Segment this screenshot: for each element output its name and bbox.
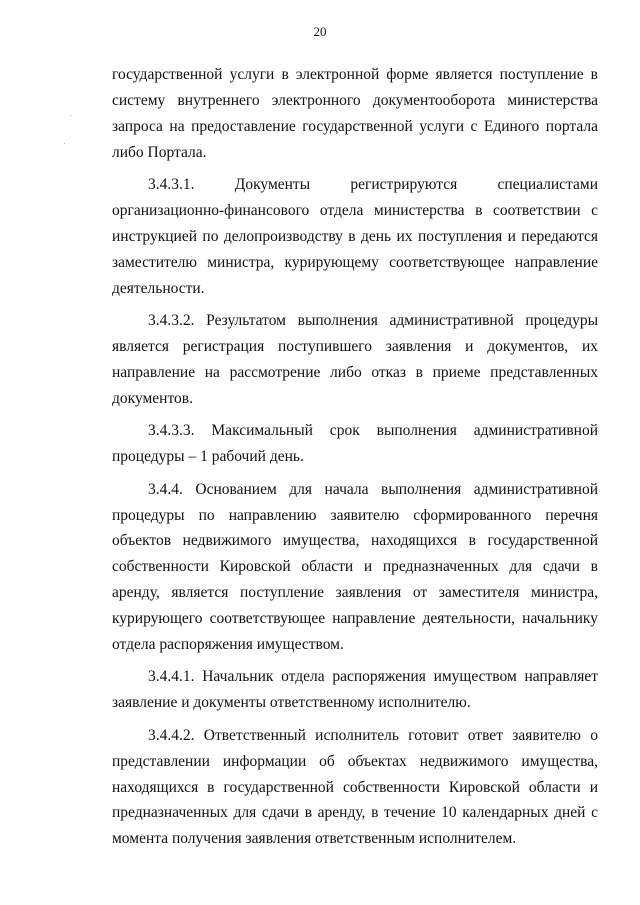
scan-speck	[64, 143, 65, 144]
paragraph-3-4-4: 3.4.4. Основанием для начала выполнения административной процедуры по направлению заявителю сформированного перечня объектов недвижимого имущества, находящихся в государственной собственности Кировской области и предназначенных для сдачи в аренду, является поступление заявления от заместителя министра, курирующего соответствующее направление деятельности, начальнику отдела распоряжения имуществом.	[112, 480, 598, 654]
page-number: 20	[313, 24, 327, 39]
paragraph-3-4-4-2: 3.4.4.2. Ответственный исполнитель готовит ответ заявителю о представлении информации об объектах недвижимого имущества, находящихся в государственной собственности Кировской области и предназначенных для сдачи в аренду, в течение 10 календарных дней с момента получения заявления ответственным исполнителем.	[112, 726, 598, 848]
paragraph-3-4-3-2: 3.4.3.2. Результатом выполнения административной процедуры является регистрация поступившего заявления и документов, их направление на рассмотрение либо отказ в приеме представленных документов.	[112, 312, 598, 407]
paragraph-continuation: государственной услуги в электронной форме является поступление в систему внутреннего электронного документооборота министерства запроса на предоставление государственной услуги с Единого портала либо Портала.	[112, 66, 598, 161]
paragraph-3-4-4-1: 3.4.4.1. Начальник отдела распоряжения имуществом направляет заявление и документы ответственному исполнителю.	[112, 668, 598, 712]
paragraph-3-4-3-1: 3.4.3.1. Документы регистрируются специалистами организационно-финансового отдела министерства в соответствии с инструкцией по делопроизводству в день их поступления и передаются заместителю министра, курирующему соответствующее направление деятельности.	[112, 176, 598, 297]
scan-speck	[70, 115, 71, 116]
document-body	[112, 62, 598, 859]
paragraph-3-4-3-3: 3.4.3.3. Максимальный срок выполнения административной процедуры – 1 рабочий день.	[112, 422, 598, 466]
